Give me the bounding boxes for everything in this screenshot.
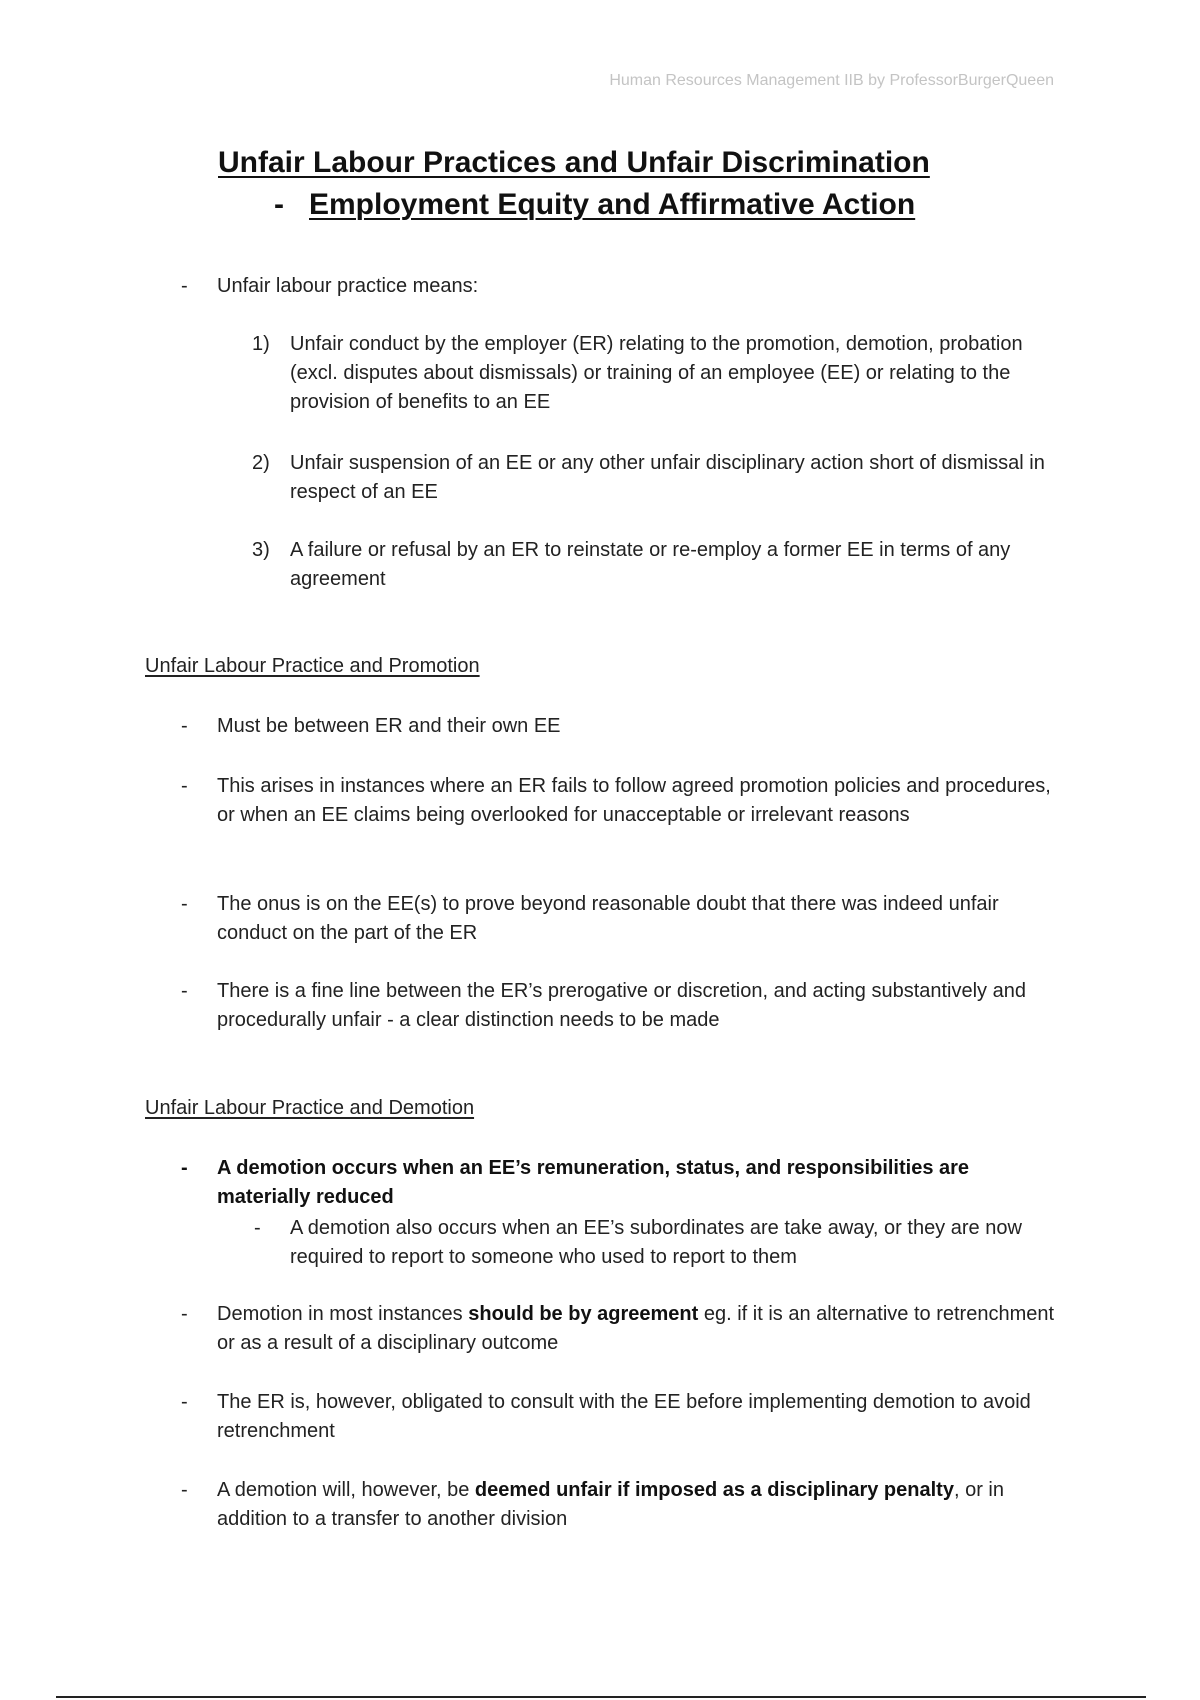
promotion-bullet-1 <box>0 712 1200 742</box>
bullet-text <box>217 1476 1057 1534</box>
bullet-mark: - <box>181 980 188 1002</box>
bullet-mark: - <box>181 715 188 737</box>
title-line-1: Unfair Labour Practices and Unfair Discrimination <box>218 146 930 179</box>
page-subtitle <box>274 188 915 222</box>
demotion-bullet-4 <box>0 1476 1200 1536</box>
header-note: Human Resources Management IIB by ProfessorBurgerQueen <box>609 72 1054 89</box>
title-dash: - <box>274 188 284 221</box>
number-label: 2) <box>252 452 270 474</box>
number-label: 3) <box>252 539 270 561</box>
bullet-mark: - <box>181 893 188 915</box>
bullet-text-post: eg. if it is an alternative to retrenchment or as a result of a disciplinary outcome <box>217 1303 1055 1354</box>
bullet-mark: - <box>181 1391 188 1413</box>
bullet-text: A demotion occurs when an EE’s remuneration, status, and responsibilities are materially reduced <box>217 1157 970 1208</box>
bullet-mark: - <box>181 1157 188 1179</box>
sub-bullet-mark: - <box>254 1217 261 1239</box>
promotion-bullet-3 <box>0 890 1200 950</box>
section-heading-promotion: Unfair Labour Practice and Promotion <box>145 655 480 677</box>
promotion-bullet-4 <box>0 977 1200 1037</box>
bullet-text-pre: A demotion will, however, be <box>217 1479 475 1501</box>
bullet-text: This arises in instances where an ER fails to follow agreed promotion policies and procedures, or when an EE claims being overlooked for unacceptable or irrelevant reasons <box>217 775 1051 826</box>
demotion-bullet-3 <box>0 1388 1200 1448</box>
bullet-text: The onus is on the EE(s) to prove beyond reasonable doubt that there was indeed unfair conduct on the part of the ER <box>217 893 999 944</box>
bullet-mark: - <box>181 275 188 297</box>
footer-rule <box>56 1696 1146 1698</box>
bullet-text-post: , or in addition to a transfer to another division <box>217 1479 1004 1530</box>
bullet-mark: - <box>181 1479 188 1501</box>
bullet-text: The ER is, however, obligated to consult with the EE before implementing demotion to avoid retrenchment <box>217 1391 1031 1442</box>
sub-bullet-text: A demotion also occurs when an EE’s subordinates are take away, or they are now required to report to someone who used to report to them <box>290 1217 1022 1268</box>
title-line-2: Employment Equity and Affirmative Action <box>309 188 916 221</box>
numbered-item-2 <box>0 449 1200 509</box>
bullet-text-bold: deemed unfair if imposed as a disciplinary penalty <box>474 1479 954 1501</box>
page-title <box>218 146 930 180</box>
bullet-mark: - <box>181 775 188 797</box>
bullet-text <box>217 1300 1057 1358</box>
number-label: 1) <box>252 333 270 355</box>
bullet-text-pre: Demotion in most instances <box>217 1303 469 1325</box>
demotion-bullet-2 <box>0 1300 1200 1360</box>
numbered-item-text: Unfair conduct by the employer (ER) relating to the promotion, demotion, probation (excl. disputes about dismissals) or training of an employee (EE) or relating to the provision of benefits to an EE <box>290 333 1023 413</box>
demotion-bullet-1 <box>0 1154 1200 1214</box>
numbered-item-text: Unfair suspension of an EE or any other unfair disciplinary action short of dismissal in respect of an EE <box>290 452 1045 503</box>
numbered-item-text: A failure or refusal by an ER to reinstate or re-employ a former EE in terms of any agreement <box>290 539 1011 590</box>
intro-text: Unfair labour practice means: <box>217 275 479 297</box>
numbered-item-3 <box>0 536 1200 596</box>
demotion-sub-bullet <box>0 1214 1200 1274</box>
bullet-text: Must be between ER and their own EE <box>217 715 561 737</box>
section-heading-demotion: Unfair Labour Practice and Demotion <box>145 1097 475 1119</box>
intro-item <box>0 272 1200 302</box>
numbered-item-1 <box>0 330 1200 420</box>
bullet-mark: - <box>181 1303 188 1325</box>
promotion-bullet-2 <box>0 772 1200 862</box>
bullet-text-bold: should be by agreement <box>468 1303 699 1325</box>
bullet-text: There is a fine line between the ER’s prerogative or discretion, and acting substantively and procedurally unfair - a clear distinction needs to be made <box>217 980 1026 1031</box>
